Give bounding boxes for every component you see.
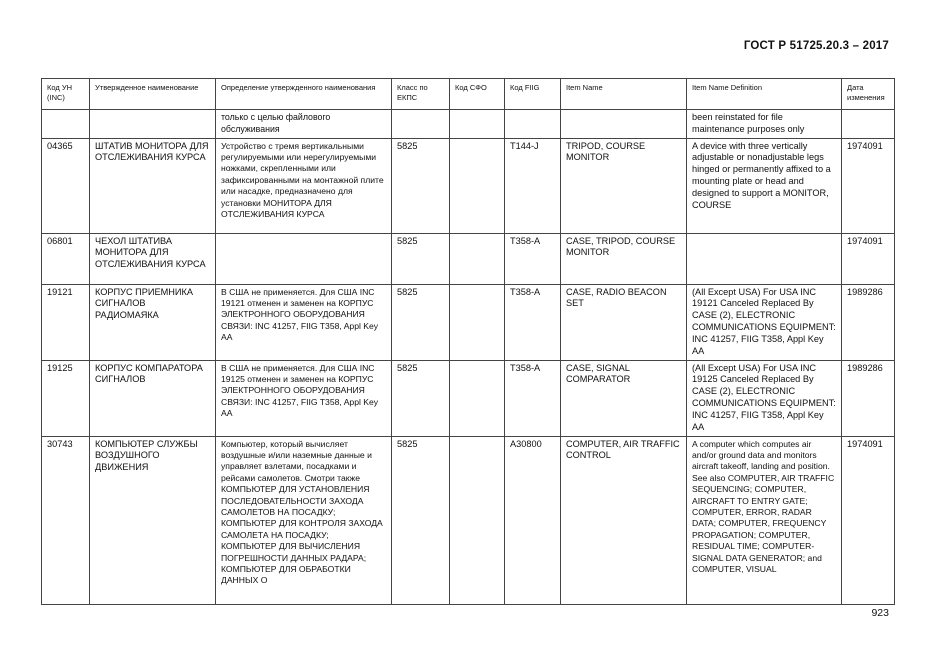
cell-item-definition bbox=[687, 233, 842, 284]
cell-class: 5825 bbox=[392, 284, 450, 360]
table-row bbox=[42, 284, 895, 360]
cell-sfo bbox=[450, 233, 505, 284]
cell-item-name: CASE, SIGNAL COMPARATOR bbox=[561, 360, 687, 436]
cell-fiig: A30800 bbox=[505, 436, 561, 604]
column-header-sfo: Код СФО bbox=[450, 79, 505, 110]
cell-approved-name: ШТАТИВ МОНИТОРА ДЛЯ ОТСЛЕЖИВАНИЯ КУРСА bbox=[90, 138, 216, 233]
cell-item-name: CASE, TRIPOD, COURSE MONITOR bbox=[561, 233, 687, 284]
cell-item-definition: A device with three vertically adjustable or nonadjustable legs hinged or permanently affixed to a mounting plate or head and designed to support a MONITOR, COURSE bbox=[687, 138, 842, 233]
cell-definition: Устройство с тремя вертикальными регулируемыми или нерегулируемыми ножками, скрепленными или зафиксированными на монтажной плите или насадке, предназначено для установки МОНИТОРА ДЛЯ ОТСЛЕЖИВАНИЯ КУРСА bbox=[216, 138, 392, 233]
cell-definition: Компьютер, который вычисляет воздушные и/или наземные данные и управляет взлетами, посадками и рейсами самолетов. Смотри также КОМПЬЮТЕР ДЛЯ УСТАНОВЛЕНИЯ ПОСЛЕДОВАТЕЛЬНОСТИ ЗАХОДА САМОЛЕТОВ НА ПОСАДКУ; КОМПЬЮТЕР ДЛЯ КОНТРОЛЯ ЗАХОДА САМОЛЕТА НА ПОСАДКУ; КОМПЬЮТЕР ДЛЯ ВЫЧИСЛЕНИЯ ПОГРЕШНОСТИ ДАННЫХ РАДАРА; КОМПЬЮТЕР ДЛЯ ОБРАБОТКИ ДАННЫХ О bbox=[216, 436, 392, 604]
cell-item-name: CASE, RADIO BEACON SET bbox=[561, 284, 687, 360]
cell-approved-name: КОМПЬЮТЕР СЛУЖБЫ ВОЗДУШНОГО ДВИЖЕНИЯ bbox=[90, 436, 216, 604]
cell-fiig: T358-A bbox=[505, 233, 561, 284]
column-header-item-name: Item Name bbox=[561, 79, 687, 110]
cell-sfo bbox=[450, 138, 505, 233]
cell-item-name: TRIPOD, COURSE MONITOR bbox=[561, 138, 687, 233]
cell-class: 5825 bbox=[392, 138, 450, 233]
cell-date: 1989286 bbox=[842, 284, 895, 360]
cell-definition: В США не применяется. Для США INC 19125 отменен и заменен на КОРПУС ЭЛЕКТРОННОГО ОБОРУДОВАНИЯ СВЯЗИ: INC 41257, FIIG T358, Appl Key AA bbox=[216, 360, 392, 436]
column-header-inc: Код УН (INC) bbox=[42, 79, 90, 110]
page-number: 923 bbox=[871, 607, 889, 619]
cell-item-definition: been reinstated for file maintenance purposes only bbox=[687, 110, 842, 139]
cell-fiig: T144-J bbox=[505, 138, 561, 233]
column-header-class: Класс по ЕКПС bbox=[392, 79, 450, 110]
cell-date: 1974091 bbox=[842, 138, 895, 233]
cell-fiig: T358-A bbox=[505, 360, 561, 436]
cell-item-definition: (All Except USA) For USA INC 19125 Canceled Replaced By CASE (2), ELECTRONIC COMMUNICATIONS EQUIPMENT: INC 41257, FIIG T358, Appl Key AA bbox=[687, 360, 842, 436]
cell-definition: только с целью файлового обслуживания bbox=[216, 110, 392, 139]
cell-date: 1974091 bbox=[842, 436, 895, 604]
column-header-definition: Определение утвержденного наименования bbox=[216, 79, 392, 110]
cell-date: 1974091 bbox=[842, 233, 895, 284]
table-row bbox=[42, 436, 895, 604]
cell-inc: 30743 bbox=[42, 436, 90, 604]
cell-sfo bbox=[450, 284, 505, 360]
cell-definition bbox=[216, 233, 392, 284]
cell-definition: В США не применяется. Для США INC 19121 отменен и заменен на КОРПУС ЭЛЕКТРОННОГО ОБОРУДОВАНИЯ СВЯЗИ: INC 41257, FIIG T358, Appl Key AA bbox=[216, 284, 392, 360]
cell-inc bbox=[42, 110, 90, 139]
cell-inc: 04365 bbox=[42, 138, 90, 233]
cell-approved-name: ЧЕХОЛ ШТАТИВА МОНИТОРА ДЛЯ ОТСЛЕЖИВАНИЯ КУРСА bbox=[90, 233, 216, 284]
column-header-approved-name: Утвержденное наименование bbox=[90, 79, 216, 110]
cell-inc: 06801 bbox=[42, 233, 90, 284]
cell-sfo bbox=[450, 436, 505, 604]
column-header-item-definition: Item Name Definition bbox=[687, 79, 842, 110]
cell-date: 1989286 bbox=[842, 360, 895, 436]
cell-sfo bbox=[450, 110, 505, 139]
cell-approved-name: КОРПУС КОМПАРАТОРА СИГНАЛОВ bbox=[90, 360, 216, 436]
document-header: ГОСТ Р 51725.20.3 – 2017 bbox=[743, 40, 889, 52]
cell-approved-name: КОРПУС ПРИЕМНИКА СИГНАЛОВ РАДИОМАЯКА bbox=[90, 284, 216, 360]
cell-class: 5825 bbox=[392, 233, 450, 284]
table-row-continuation bbox=[42, 110, 895, 139]
cell-sfo bbox=[450, 360, 505, 436]
cell-item-definition: A computer which computes air and/or ground data and monitors aircraft takeoff, landing and position. See also COMPUTER, AIR TRAFFIC SEQUENCING; COMPUTER, AIRCRAFT TO ENTRY GATE; COMPUTER, ERROR, RADAR DATA; COMPUTER, FREQUENCY PROPAGATION; COMPUTER, RESIDUAL TIME; COMPUTER-SIGNAL DATA GENERATOR; and COMPUTER, VISUAL bbox=[687, 436, 842, 604]
table-row bbox=[42, 360, 895, 436]
cell-item-definition: (All Except USA) For USA INC 19121 Canceled Replaced By CASE (2), ELECTRONIC COMMUNICATIONS EQUIPMENT: INC 41257, FIIG T358, Appl Key AA bbox=[687, 284, 842, 360]
cell-class bbox=[392, 110, 450, 139]
column-header-date: Дата изменения bbox=[842, 79, 895, 110]
table-row bbox=[42, 233, 895, 284]
table-row bbox=[42, 138, 895, 233]
cell-approved-name bbox=[90, 110, 216, 139]
cell-fiig: T358-A bbox=[505, 284, 561, 360]
cell-item-name bbox=[561, 110, 687, 139]
table-header-row bbox=[42, 79, 895, 110]
cell-inc: 19121 bbox=[42, 284, 90, 360]
cell-inc: 19125 bbox=[42, 360, 90, 436]
specification-table bbox=[41, 78, 895, 605]
column-header-fiig: Код FIIG bbox=[505, 79, 561, 110]
cell-fiig bbox=[505, 110, 561, 139]
cell-class: 5825 bbox=[392, 436, 450, 604]
cell-class: 5825 bbox=[392, 360, 450, 436]
cell-date bbox=[842, 110, 895, 139]
cell-item-name: COMPUTER, AIR TRAFFIC CONTROL bbox=[561, 436, 687, 604]
